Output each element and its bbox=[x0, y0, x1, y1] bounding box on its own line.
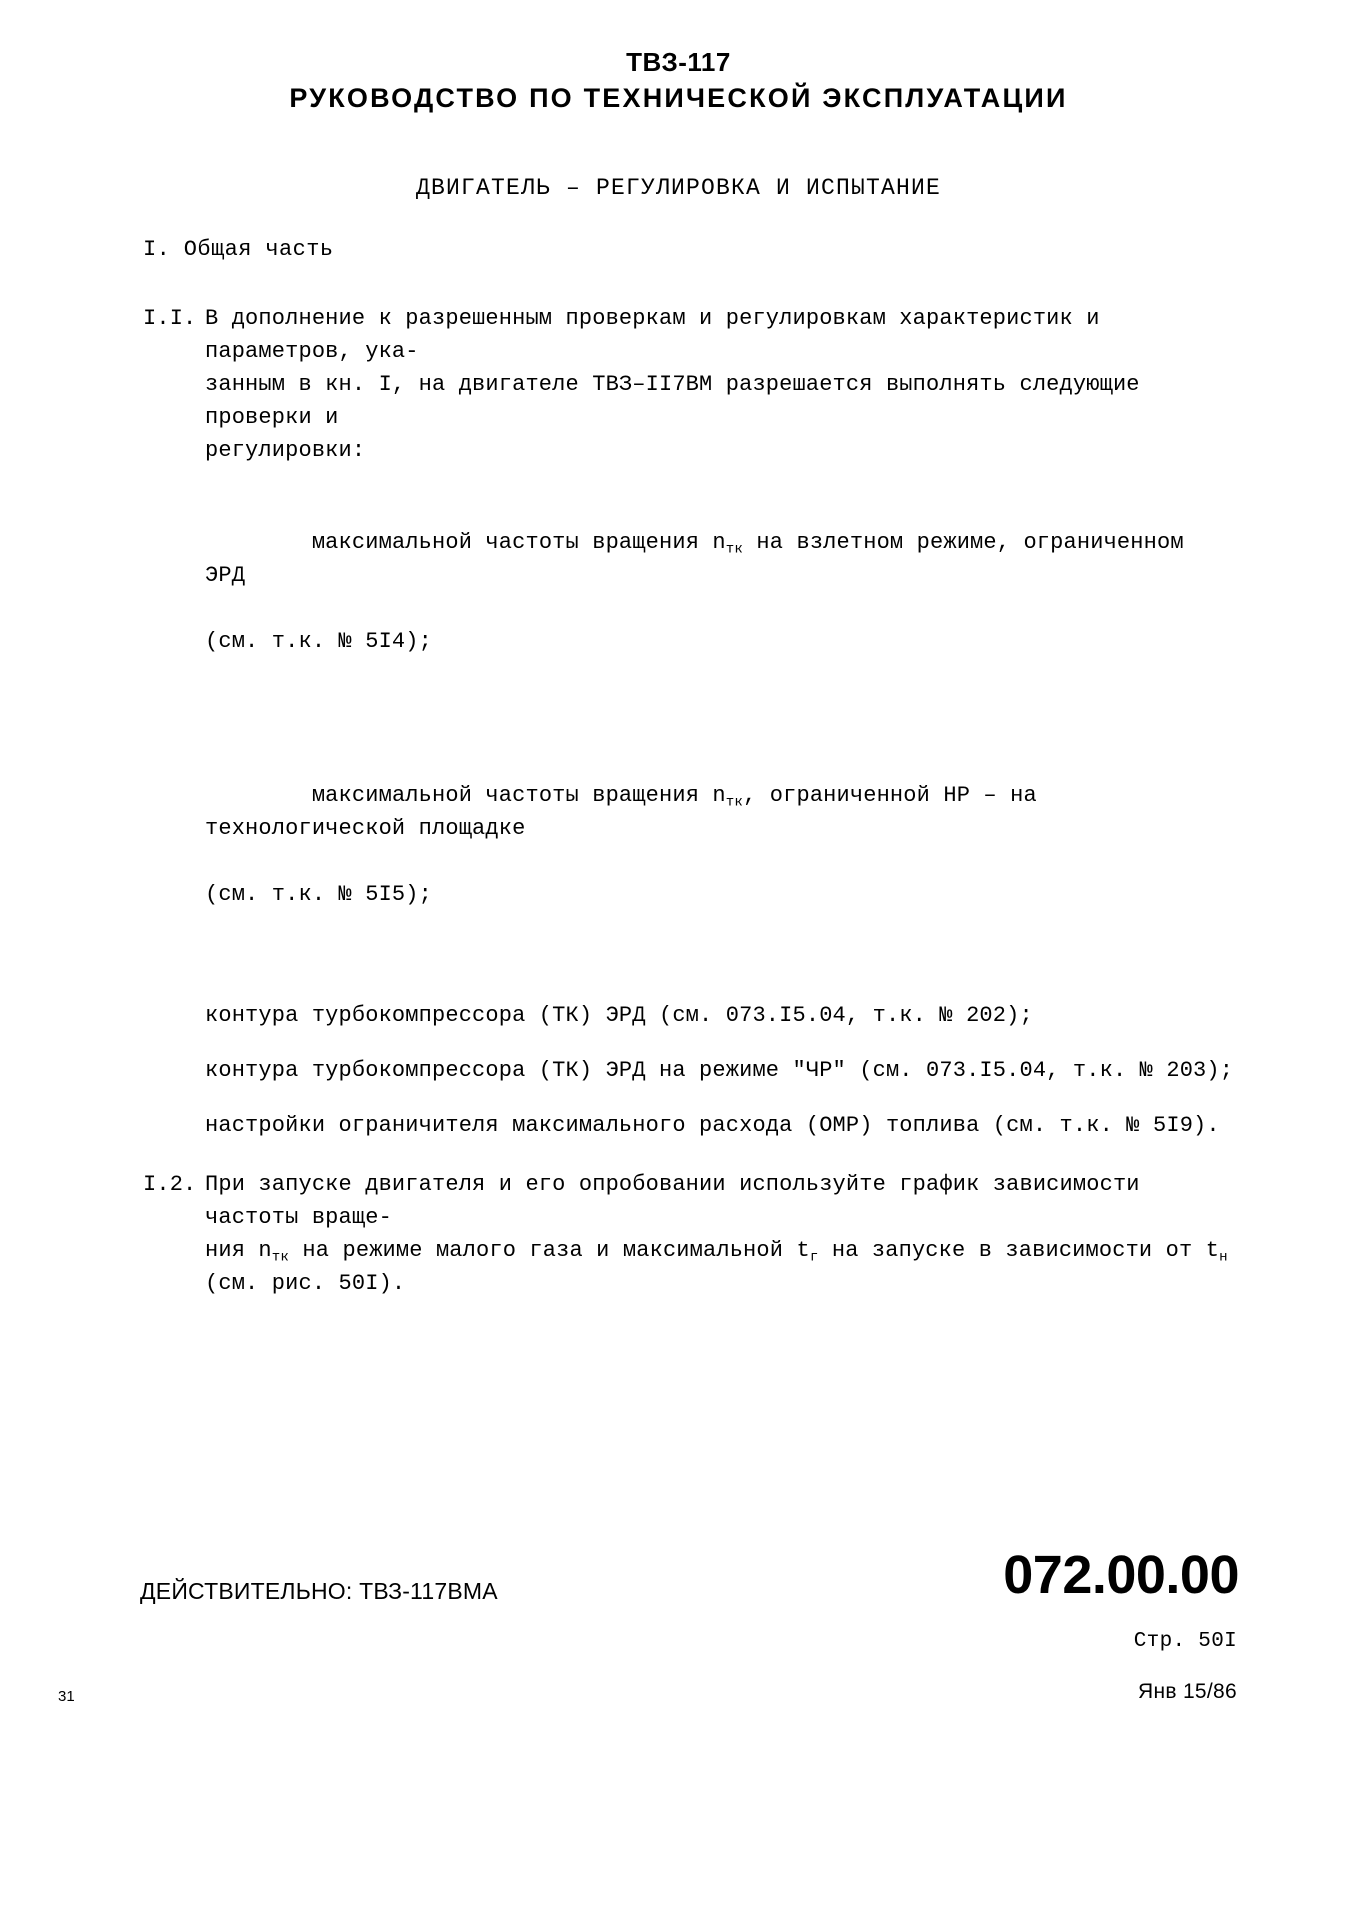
clause-1-2-text-a: ния bbox=[205, 1238, 259, 1263]
sheet-marker: 31 bbox=[58, 1688, 75, 1705]
list-item: контура турбокомпрессора (ТК) ЭРД на режиме "ЧР" (см. 073.I5.04, т.к. № 203); bbox=[205, 1058, 1234, 1083]
clause-1-2-number: I.2. bbox=[143, 1172, 197, 1197]
subscript-text: г bbox=[809, 1249, 819, 1266]
subscript-text: тк bbox=[725, 541, 744, 558]
section-heading-general-part: I. Общая часть bbox=[143, 237, 334, 262]
subscript-text: тк bbox=[725, 794, 744, 811]
list-item-continuation: (см. т.к. № 5I5); bbox=[205, 882, 432, 907]
subscript-base-symbol: n bbox=[712, 530, 726, 555]
list-item-text-before: максимальной частоты вращения bbox=[311, 783, 713, 808]
subscript-text: тк bbox=[271, 1249, 290, 1266]
clause-1-2-line-1: При запуске двигателя и его опробовании используйте график зависимости частоты враще- bbox=[205, 1172, 1154, 1230]
validity-statement: ДЕЙСТВИТЕЛЬНО: ТВЗ-117ВМА bbox=[140, 1578, 498, 1604]
list-item: контура турбокомпрессора (ТК) ЭРД (см. 073.I5.04, т.к. № 202); bbox=[205, 1003, 1033, 1028]
subscript-base-symbol: n bbox=[258, 1238, 272, 1263]
list-item: настройки ограничителя максимального расхода (ОМР) топлива (см. т.к. № 5I9). bbox=[205, 1113, 1220, 1138]
subscript-text: н bbox=[1219, 1249, 1228, 1266]
clause-1-2-line-3: (см. рис. 50I). bbox=[205, 1271, 406, 1296]
document-subtitle: ДВИГАТЕЛЬ – РЕГУЛИРОВКА И ИСПЫТАНИЕ bbox=[415, 175, 942, 201]
clause-1-1 bbox=[143, 302, 1237, 467]
subscript-base-symbol: t bbox=[1205, 1238, 1220, 1263]
permitted-checks-list bbox=[143, 493, 1237, 1142]
subscript-base-symbol: t bbox=[796, 1238, 810, 1263]
list-item-continuation: (см. т.к. № 5I4); bbox=[205, 629, 432, 654]
list-item-text-after: , ограниченной НР – на технологической площадке bbox=[205, 783, 1051, 841]
clause-1-2-line-2 bbox=[205, 1234, 1237, 1267]
clause-1-2-body bbox=[205, 1168, 1237, 1300]
document-body bbox=[143, 237, 1237, 1326]
clause-1-2-text-c: на запуске в зависимости от bbox=[818, 1238, 1206, 1263]
page-label: Стр. 50I bbox=[1133, 1630, 1237, 1653]
clause-1-1-line-1: В дополнение к разрешенным проверкам и регулировкам характеристик и параметров, ука- bbox=[205, 306, 1113, 364]
clause-1-1-line-2: занным в кн. I, на двигателе ТВЗ–II7ВМ разрешается выполнять следующие проверки и bbox=[205, 372, 1154, 430]
list-item-text-after: на взлетном режиме, ограниченном ЭРД bbox=[205, 530, 1198, 588]
list-item-text-before: максимальной частоты вращения bbox=[311, 530, 713, 555]
list-item bbox=[143, 493, 1237, 724]
revision-date: Янв 15/86 bbox=[1137, 1680, 1237, 1703]
subscript-base-symbol: n bbox=[712, 783, 726, 808]
list-item bbox=[143, 746, 1237, 977]
manual-title: РУКОВОДСТВО ПО ТЕХНИЧЕСКОЙ ЭКСПЛУАТАЦИИ bbox=[289, 82, 1068, 113]
engine-model-title: ТВЗ-117 bbox=[626, 47, 731, 77]
document-header bbox=[0, 48, 1357, 116]
clause-1-2 bbox=[143, 1168, 1237, 1300]
clause-1-1-number: I.I. bbox=[143, 306, 197, 331]
clause-1-1-body bbox=[205, 302, 1237, 467]
clause-1-2-text-b: на режиме малого газа и максимальной bbox=[289, 1238, 797, 1263]
clause-1-1-line-3: регулировки: bbox=[205, 438, 366, 463]
document-number: 072.00.00 bbox=[1003, 1545, 1239, 1605]
